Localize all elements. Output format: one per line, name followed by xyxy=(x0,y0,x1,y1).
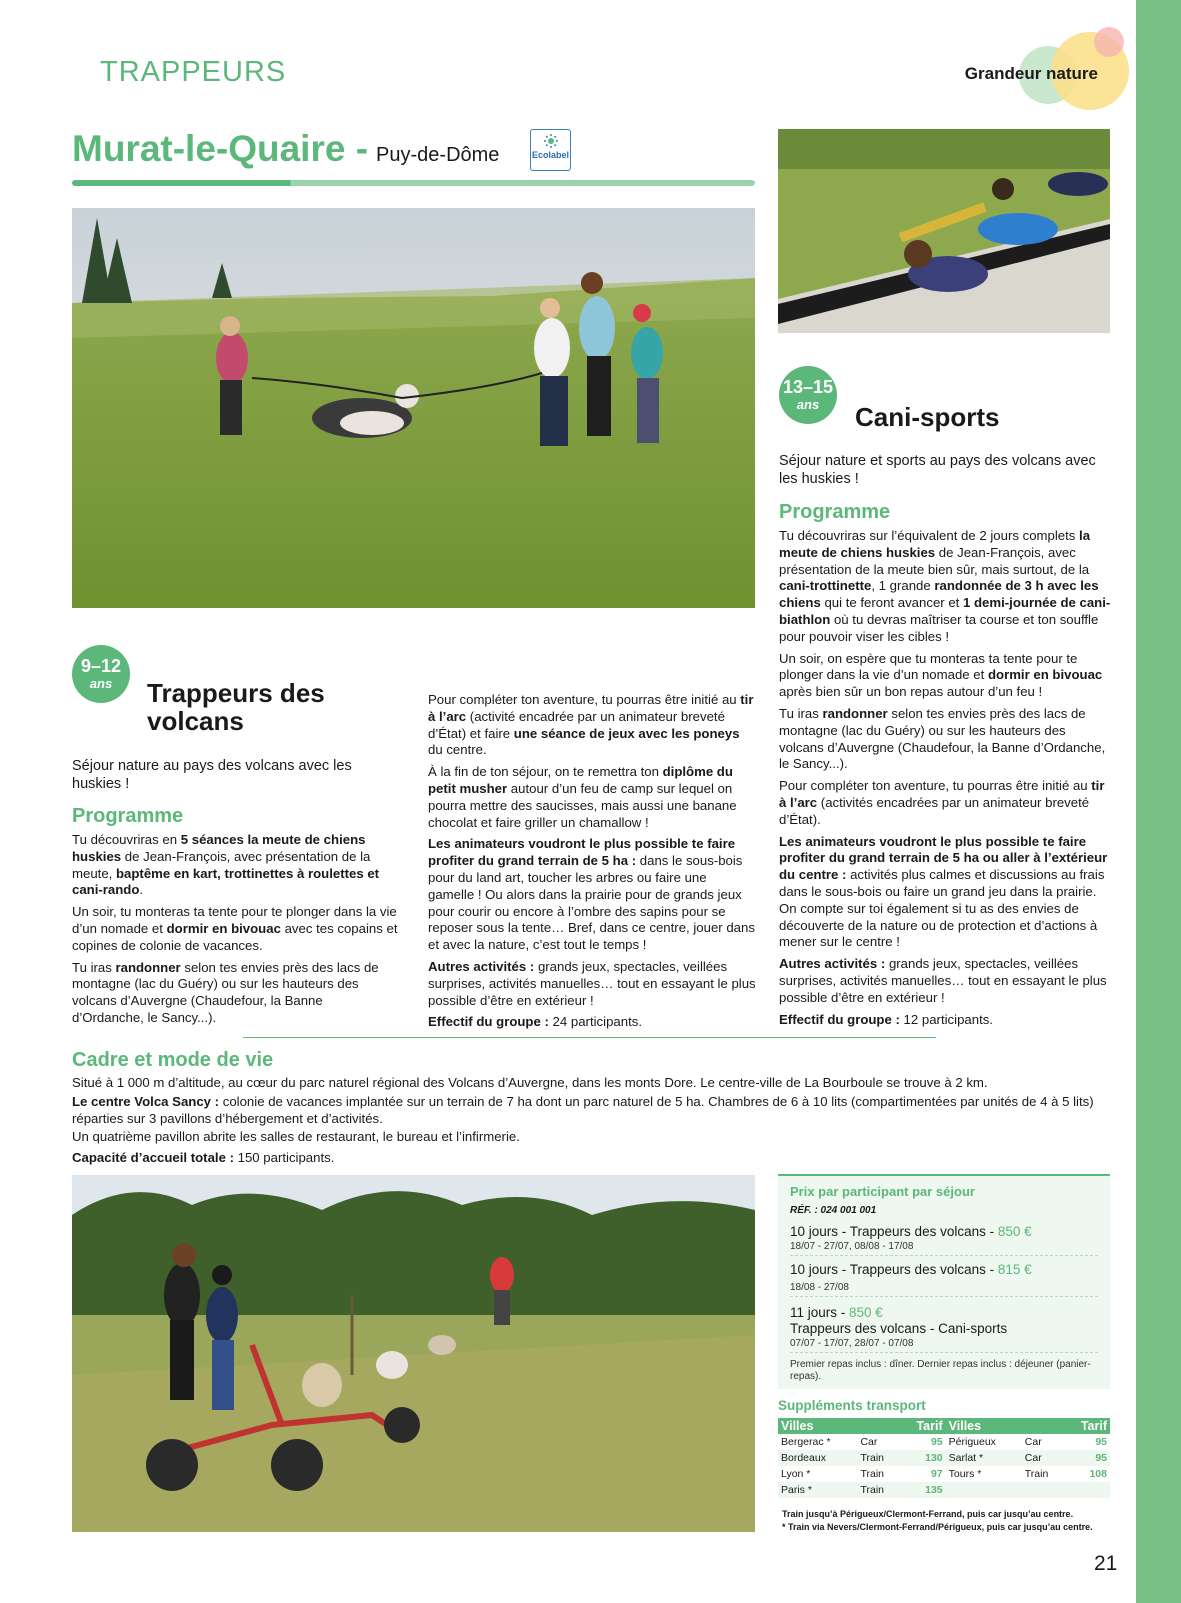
mode xyxy=(1022,1482,1064,1498)
price: 95 xyxy=(930,1436,943,1448)
table-row xyxy=(778,1482,1110,1498)
meal-note: Premier repas inclus : dîner. Dernier repas inclus : déjeuner (panier-repas). xyxy=(790,1359,1091,1382)
paragraph: Effectif du groupe : 12 participants. xyxy=(779,1011,993,1027)
mode: Train xyxy=(1024,1468,1049,1480)
paragraph: Les animateurs voudront le plus possible te faire profiter du grand terrain de 5 ha : dans le sous-bois pour du land art, toucher les arbres ou faire une gamelle ! Ou alors dans la prairie pour de grands jeux pour courir ou encore à l’ombre des sapins pour se reposer sous la tente… Bref, dans ce centre, jouer dans et avec la nature, c’est tout le temps ! xyxy=(428,836,755,953)
city: Bergerac * xyxy=(781,1436,831,1448)
paragraph: Tu découvriras sur l’équivalent de 2 jours complets la meute de chiens huskies de Jean-François, avec présentation de la meute bien sûr, mais surtout, de la cani-trottinette, 1 grande randonnée de 3 h avec les chiens qui te feront avancer et 1 demi-journée de cani-biathlon où tu devras maîtriser ta course et ton souffle pour pouvoir viser les cibles ! xyxy=(779,528,1111,644)
col-tarif: Tarif xyxy=(900,1418,946,1434)
title-underline xyxy=(72,180,755,186)
paragraph: Un quatrième pavillon abrite les salles de restaurant, le bureau et l’infirmerie. xyxy=(72,1129,520,1145)
price-title: Prix par participant par séjour xyxy=(790,1184,975,1199)
age-badge-trappeurs xyxy=(72,645,130,703)
offer-price: 815 € xyxy=(997,1262,1032,1277)
transport-header-row xyxy=(778,1418,1110,1434)
price: 97 xyxy=(930,1468,943,1480)
footnote: * Train via Nevers/Clermont-Ferrand/Périgueux, puis car jusqu’au centre. xyxy=(782,1522,1093,1532)
photo-husky-kart xyxy=(72,1175,755,1532)
offer-1 xyxy=(790,1224,1098,1256)
section-label: TRAPPEURS xyxy=(100,56,287,88)
page-title xyxy=(72,128,499,170)
price: 95 xyxy=(1095,1436,1107,1448)
city: Paris * xyxy=(778,1482,857,1498)
price: 135 xyxy=(900,1482,946,1498)
offer-2 xyxy=(790,1262,1098,1297)
paragraph: Effectif du groupe : 24 participants. xyxy=(428,1014,642,1030)
ecolabel-text: Ecolabel xyxy=(531,150,569,160)
price-box xyxy=(778,1174,1110,1389)
paragraph: Un soir, on espère que tu monteras ta tente pour te plonger dans la vie d’un nomade et dormir en bivouac après bien sûr un bon repas autour d’un feu ! xyxy=(779,650,1103,700)
price: 95 xyxy=(1064,1450,1110,1466)
price: 108 xyxy=(1089,1468,1107,1480)
paragraph: Un soir, tu monteras ta tente pour te plonger dans la vie d’un nomade et dormir en bivouac avec tes copains et copines de colonie de vacances. xyxy=(72,904,398,953)
offer-price: 850 € xyxy=(997,1224,1032,1239)
table-row xyxy=(778,1450,1110,1466)
offer-duration: 11 jours - xyxy=(790,1305,850,1320)
col-villes: Villes xyxy=(778,1418,857,1434)
brand-title: Grandeur nature xyxy=(964,64,1098,83)
col-villes: Villes xyxy=(946,1418,1022,1434)
offer-3 xyxy=(790,1305,1098,1353)
price xyxy=(1064,1482,1110,1498)
paragraph: Tu iras randonner selon tes envies près des lacs de montagne (lac du Guéry) ou sur les hauteurs des volcans d’Auvergne (Chaudefour, la Banne d’Ordanche, le Sancy...). xyxy=(779,705,1106,772)
offer-duration: 10 jours - Trappeurs des volcans - xyxy=(790,1224,998,1239)
paragraph: Le centre Volca Sancy : colonie de vacances implantée sur un terrain de 7 ha dont un parc naturel de 5 ha. Chambres de 6 à 10 lits (compartimentées par unités de 4 à 5 lits) réparties sur 3 pavillons d’hébergement et d’activités. xyxy=(72,1093,1094,1126)
city: Sarlat * xyxy=(946,1450,1022,1466)
mode: Car xyxy=(1024,1436,1042,1448)
paragraph: Les animateurs voudront le plus possible te faire profiter du grand terrain de 5 ha ou aller à l’extérieur du centre : activités plus calmes et discussions au frais dans le sous-bois ou faire un grand jeu dans la prairie. On compte sur toi également si tu as des envies de découverte de la nature ou de protection et d’actions à mener sur le centre ! xyxy=(779,833,1108,950)
mode: Train xyxy=(860,1468,884,1480)
price: 130 xyxy=(900,1450,946,1466)
heading-trappeurs: Trappeurs des volcans xyxy=(147,678,325,736)
age-badge-canisports xyxy=(779,366,837,424)
mode: Train xyxy=(857,1450,899,1466)
offer-duration: 10 jours - Trappeurs des volcans - xyxy=(790,1262,998,1277)
city: Périgueux xyxy=(948,1436,996,1448)
age-unit: ans xyxy=(89,676,113,691)
cadre-title: Cadre et mode de vie xyxy=(72,1049,274,1071)
col-tarif: Tarif xyxy=(1064,1418,1110,1434)
offer-dates: 07/07 - 17/07, 28/07 - 07/08 xyxy=(790,1337,1098,1353)
divider xyxy=(243,1037,936,1038)
age-unit: ans xyxy=(796,397,820,412)
transport-table xyxy=(778,1418,1110,1498)
programme-title-canisports: Programme xyxy=(779,501,891,523)
photo-husky-run xyxy=(72,208,755,608)
ecolabel-logo xyxy=(530,129,571,171)
transport-footnotes xyxy=(782,1508,1093,1534)
paragraph: Capacité d’accueil totale : 150 participants. xyxy=(72,1150,335,1166)
programme-text-trappeurs-col1 xyxy=(72,832,398,1032)
footnote: Train jusqu’à Périgueux/Clermont-Ferrand, puis car jusqu’au centre. xyxy=(782,1509,1074,1519)
cadre-text xyxy=(72,1075,1112,1169)
paragraph: À la fin de ton séjour, on te remettra ton diplôme du petit musher autour d’un feu de camp sur lequel on pourra mettre des saucisses, mais aussi une banane chocolat et faire griller un chamallow ! xyxy=(428,764,737,830)
transport-title: Suppléments transport xyxy=(778,1398,926,1413)
paragraph: Pour compléter ton aventure, tu pourras être initié au tir à l’arc (activité encadrée par un animateur breveté d’État) et faire une séance de jeux avec les poneys du centre. xyxy=(428,692,754,758)
heading-canisports: Cani-sports xyxy=(855,402,1000,432)
lead-canisports: Séjour nature et sports au pays des volcans avec les huskies ! xyxy=(779,453,1096,487)
paragraph: Tu découvriras en 5 séances la meute de chiens huskies de Jean-François, avec présentation de la meute, baptême en kart, trottinettes à roulettes et cani-rando. xyxy=(72,832,380,898)
offer-price: 850 € xyxy=(849,1305,883,1320)
paragraph: Autres activités : grands jeux, spectacles, veillées surprises, activités manuelles… tout en essayant le plus possible d’être en extérieur ! xyxy=(428,958,756,1008)
page-title-region: Puy-de-Dôme xyxy=(376,144,500,166)
table-row xyxy=(778,1466,1110,1482)
page-title-place: Murat-le-Quaire - xyxy=(72,128,369,169)
page-number: 21 xyxy=(1094,1552,1118,1575)
photo-biathlon xyxy=(778,129,1110,333)
paragraph: Autres activités : grands jeux, spectacles, veillées surprises, activités manuelles… tout en essayant le plus possible d’être en extérieur ! xyxy=(779,956,1107,1005)
city xyxy=(946,1482,1022,1498)
age-range: 13–15 xyxy=(782,377,834,397)
lead-trappeurs: Séjour nature au pays des volcans avec les huskies ! xyxy=(72,758,352,792)
brand-badge xyxy=(946,24,1126,114)
city: Lyon * xyxy=(781,1468,811,1480)
offer-dates: 18/07 - 27/07, 08/08 - 17/08 xyxy=(790,1240,1098,1256)
paragraph: Pour compléter ton aventure, tu pourras être initié au tir à l’arc (activités encadrées par un animateur breveté d’État). xyxy=(779,778,1105,827)
programme-text-trappeurs-col2 xyxy=(428,692,756,1036)
mode: Train xyxy=(857,1482,899,1498)
city: Tours * xyxy=(948,1468,982,1480)
offer-name: Trappeurs des volcans - Cani-sports xyxy=(790,1321,1008,1336)
paragraph: Tu iras randonner selon tes envies près des lacs de montagne (lac du Guéry) ou sur les hauteurs des volcans d’Auvergne (Chaudefour, la Banne d’Ordanche, le Sancy...). xyxy=(72,959,379,1025)
programme-text-canisports xyxy=(779,528,1111,1033)
mode: Car xyxy=(860,1436,878,1448)
price-ref: RÉF. : 024 001 001 xyxy=(790,1205,877,1216)
offer-dates: 18/08 - 27/08 xyxy=(790,1278,1098,1297)
table-row xyxy=(778,1434,1110,1450)
paragraph: Situé à 1 000 m d’altitude, au cœur du parc naturel régional des Volcans d’Auvergne, dans les monts Dore. Le centre-ville de La Bourboule se trouve à 2 km. xyxy=(72,1075,988,1090)
age-range: 9–12 xyxy=(80,656,122,676)
page-edge-bar xyxy=(1136,0,1181,1603)
programme-title-trappeurs: Programme xyxy=(72,805,184,827)
city: Bordeaux xyxy=(778,1450,857,1466)
mode: Car xyxy=(1022,1450,1064,1466)
